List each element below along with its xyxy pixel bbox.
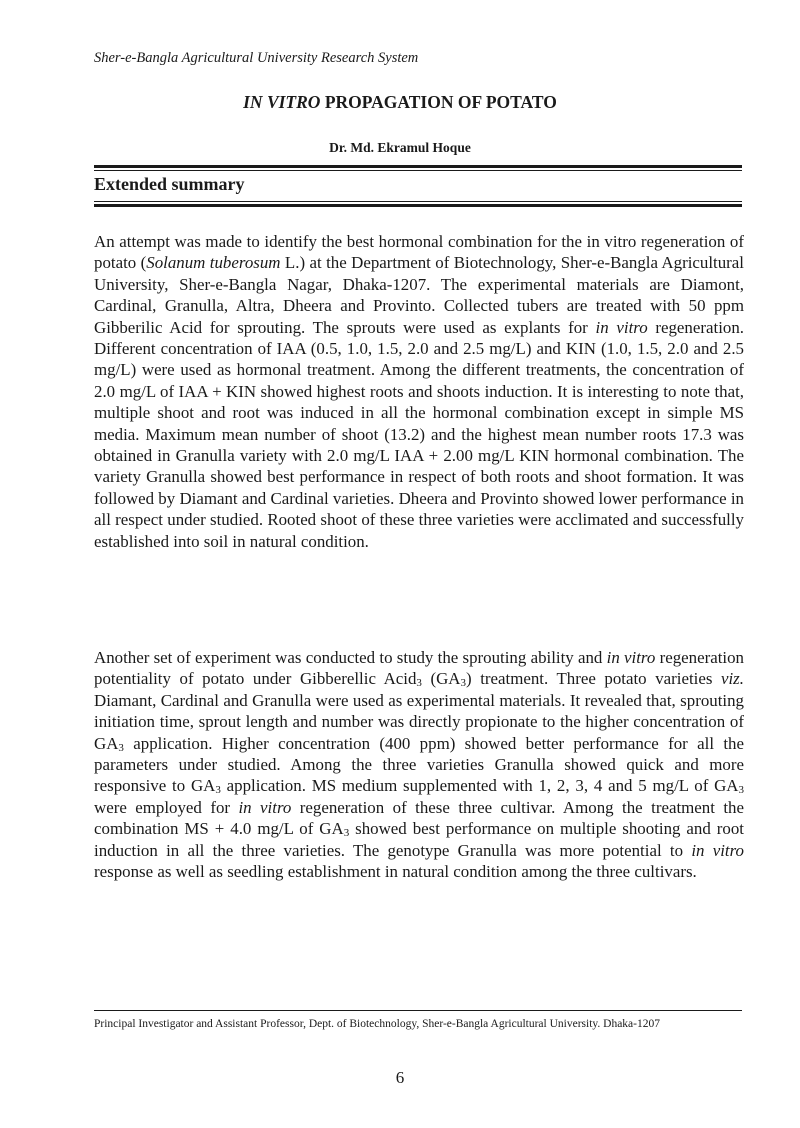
section-heading: Extended summary: [94, 174, 245, 194]
subscript-3: 3: [343, 827, 350, 840]
title-italic-part: IN VITRO: [243, 92, 321, 112]
footnote-rule: [94, 1010, 742, 1011]
header-rule-top-thin: [94, 170, 742, 171]
article-title: [0, 92, 800, 113]
author-name: Dr. Md. Ekramul Hoque: [329, 140, 471, 155]
para2-text-3: (GA: [421, 669, 461, 689]
para2-text-10: showed best performance on multiple shooting and root induction in all the three varieties. The genotype Granulla was more potential to: [94, 819, 744, 860]
page-number: 6: [395, 1068, 405, 1087]
para2-text-9: regeneration of these three cultivar. Among the treatment the combination MS + 4.0 mg/L of GA: [94, 797, 744, 839]
subscript-3: 3: [738, 784, 744, 797]
in-vitro-term: in vitro: [606, 648, 656, 667]
para2-text-4: ) treatment. Three potato varieties: [466, 669, 721, 689]
para2-text-7: application. MS medium supplemented with 1, 2, 3, 4 and 5 mg/L of GA: [220, 776, 739, 796]
subscript-3: 3: [460, 677, 466, 690]
para2-text-11: response as well as seedling establishment in natural condition among the three cultivars.: [94, 862, 697, 882]
in-vitro-term: in vitro: [595, 317, 648, 337]
summary-paragraph-2: [94, 647, 744, 882]
para2-text-2: regeneration potentiality of potato under Gibberellic Acid: [94, 648, 744, 689]
para2-text-8: were employed for: [94, 797, 239, 817]
summary-paragraph-1: [94, 231, 744, 552]
subscript-3: 3: [416, 677, 422, 690]
para2-text-5: Diamant, Cardinal and Granulla were used as experimental materials. It revealed that, sprouting initiation time, sprout length and number was directly propionate to the higher concentration of GA: [94, 690, 744, 753]
viz-term: viz.: [720, 669, 744, 689]
para1-text-1: An attempt was made to identify the best hormonal combination for the in vitro regeneration of potato (: [94, 232, 744, 273]
header-rule-top-thick: [94, 165, 742, 168]
in-vitro-term: in vitro: [238, 797, 292, 817]
para1-text-3: regeneration. Different concentration of IAA (0.5, 1.0, 1.5, 2.0 and 2.5 mg/L) and KIN (1.0, 1.5, 2.0 and 2.5 mg/L) were used as hormonal treatment. Among the different treatments, the concentration of 2.0 mg/L of IAA + KIN showed highest roots and shoots induction. It is interesting to note that, multiple shoot and root was induced in all the hormonal combination except in simple MS media. Maximum mean number of shoot (13.2) and the highest mean number roots 17.3 was obtained in Granulla variety with 2.0 mg/L IAA + 2.00 mg/L KIN hormonal combination. The variety Granulla showed best performance in respect of both roots and shoot formation. It was followed by Diamant and Cardinal varieties. Dheera and Provinto showed lower performance in all respect under studied. Rooted shoot of these three varieties were acclimated and successfully established into soil in natural condition.: [94, 317, 744, 551]
subscript-3: 3: [118, 741, 124, 754]
para2-text-1: Another set of experiment was conducted to study the sprouting ability and: [94, 648, 607, 667]
para1-text-2: L.) at the Department of Biotechnology, Sher-e-Bangla Agricultural University, Sher-e-Bangla Nagar, Dhaka-1207. The experimental materials are Diamont, Cardinal, Granulla, Altra, Dheera and Provinto. Collected tubers are treated with 50 ppm Gibberilic Acid for sprouting. The sprouts were used as explants for: [94, 253, 744, 337]
subscript-3: 3: [215, 784, 221, 797]
in-vitro-term: in vitro: [691, 840, 744, 860]
title-rest: PROPAGATION OF POTATO: [320, 92, 557, 112]
running-head: Sher-e-Bangla Agricultural University Research System: [94, 50, 419, 66]
heading-rule-thick: [94, 204, 742, 207]
para2-text-6: application. Higher concentration (400 ppm) showed better performance for all the parameters under studied. Among the three varieties Granulla showed quick and more responsive to GA: [94, 733, 744, 796]
footnote: Principal Investigator and Assistant Professor, Dept. of Biotechnology, Sher-e-Bangla Agricultural University. Dhaka-1207: [94, 1018, 660, 1030]
heading-rule-thin: [94, 201, 742, 202]
species-name: Solanum tuberosum: [146, 253, 281, 273]
